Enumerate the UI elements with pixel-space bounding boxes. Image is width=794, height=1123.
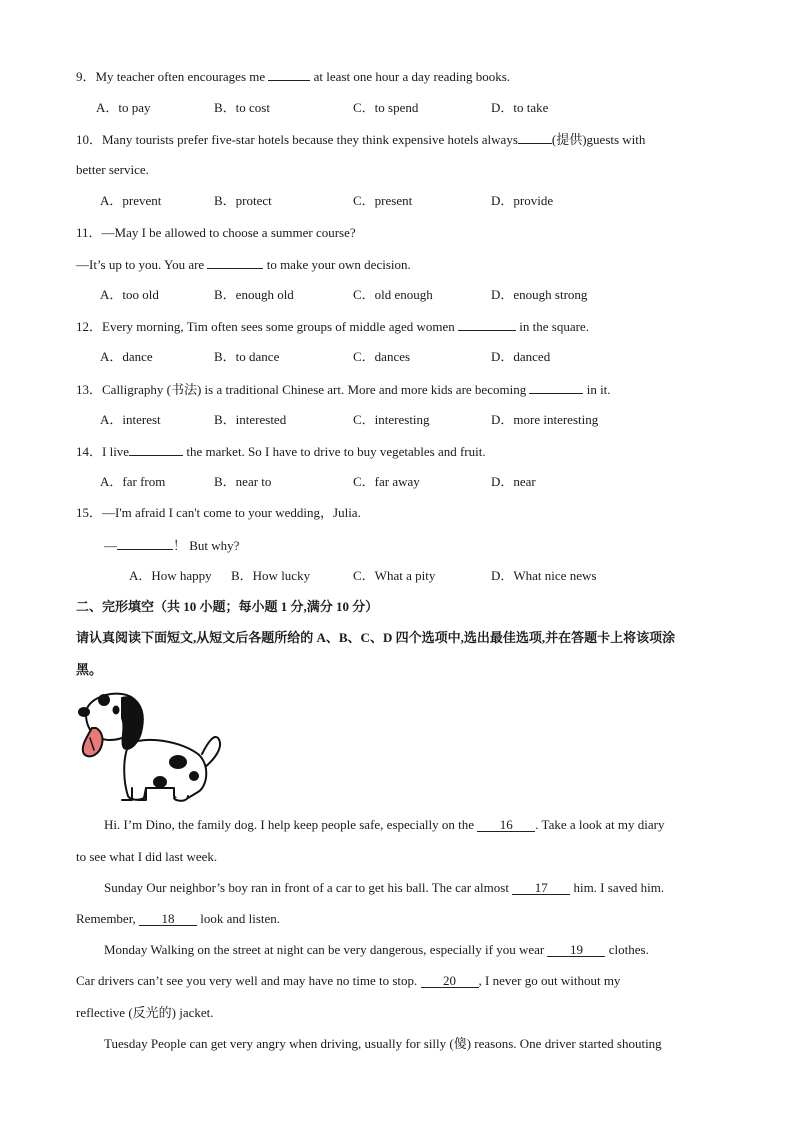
q9-option-a[interactable]: A．to pay <box>96 100 151 115</box>
passage-paragraph-4: Tuesday People can get very angry when driving, usually for silly (傻) reasons. One driver started shouting <box>104 1036 662 1051</box>
q14-option-c[interactable]: C．far away <box>353 474 420 489</box>
question-15-stem: 15．—I'm afraid I can't come to your wedding，Julia. <box>76 505 361 520</box>
section-instruction: 请认真阅读下面短文,从短文后各题所给的 A、B、C、D 四个选项中,选出最佳选项,并在答题卡上将该项涂 <box>76 630 676 645</box>
question-9-stem: 9．My teacher often encourages me at least one hour a day reading books. <box>76 69 511 84</box>
question-10-stem: 10．Many tourists prefer five-star hotels because they think expensive hotels always (提供)guests with <box>76 132 646 147</box>
blank-16[interactable]: 16 <box>477 818 535 832</box>
blank-19[interactable]: 19 <box>547 943 605 957</box>
q9-option-c[interactable]: C．to spend <box>353 100 419 115</box>
passage-paragraph-1: Hi. I’m Dino, the family dog. I help keep people safe, especially on the 16 . Take a look at my diary <box>104 817 665 832</box>
passage-paragraph-1-continued: to see what I did last week. <box>76 849 218 864</box>
passage-paragraph-2: Sunday Our neighbor’s boy ran in front of a car to get his ball. The car almost 17 him. I saved him. <box>104 880 665 895</box>
q11-option-c[interactable]: C．old enough <box>353 287 433 302</box>
q9-option-d[interactable]: D．to take <box>491 100 549 115</box>
q15-option-d[interactable]: D．What nice news <box>491 568 597 583</box>
section-heading: 二、完形填空（共 10 小题；每小题 1 分,满分 10 分） <box>76 599 379 614</box>
passage-paragraph-3-continued: Car drivers can’t see you very well and may have no time to stop. 20 , I never go out without my <box>76 973 621 988</box>
dog-illustration <box>76 688 226 802</box>
passage-paragraph-3-end: reflective (反光的) jacket. <box>76 1005 214 1020</box>
blank-20[interactable]: 20 <box>421 974 479 988</box>
q10-option-b[interactable]: B．protect <box>214 193 272 208</box>
q15-option-b[interactable]: B．How lucky <box>231 568 311 583</box>
question-15-response: — ！ But why? <box>104 538 240 553</box>
q13-option-b[interactable]: B．interested <box>214 412 287 427</box>
q13-option-c[interactable]: C．interesting <box>353 412 430 427</box>
section-instruction-continued: 黑。 <box>76 662 103 677</box>
q10-option-d[interactable]: D．provide <box>491 193 554 208</box>
question-13-stem: 13．Calligraphy (书法) is a traditional Chinese art. More and more kids are becoming in it. <box>76 382 611 397</box>
q11-option-a[interactable]: A．too old <box>100 287 159 302</box>
q14-option-b[interactable]: B．near to <box>214 474 272 489</box>
q13-option-d[interactable]: D．more interesting <box>491 412 599 427</box>
q10-option-c[interactable]: C．present <box>353 193 413 208</box>
q11-option-d[interactable]: D．enough strong <box>491 287 588 302</box>
q12-option-b[interactable]: B．to dance <box>214 349 280 364</box>
q14-option-a[interactable]: A．far from <box>100 474 166 489</box>
question-12-stem: 12．Every morning, Tim often sees some groups of middle aged women in the square. <box>76 319 589 334</box>
question-11-stem: 11．—May I be allowed to choose a summer course? <box>76 225 356 240</box>
q13-option-a[interactable]: A．interest <box>100 412 161 427</box>
passage-paragraph-3: Monday Walking on the street at night can be very dangerous, especially if you wear 19 clothes. <box>104 942 649 957</box>
passage-paragraph-2-continued: Remember, 18 look and listen. <box>76 911 281 926</box>
q12-option-a[interactable]: A．dance <box>100 349 153 364</box>
q12-option-c[interactable]: C．dances <box>353 349 411 364</box>
blank-17[interactable]: 17 <box>512 881 570 895</box>
q11-option-b[interactable]: B．enough old <box>214 287 294 302</box>
q12-option-d[interactable]: D．danced <box>491 349 551 364</box>
q15-option-c[interactable]: C．What a pity <box>353 568 436 583</box>
question-14-stem: 14．I live the market. So I have to drive to buy vegetables and fruit. <box>76 444 486 459</box>
q14-option-d[interactable]: D．near <box>491 474 536 489</box>
question-11-response: —It’s up to you. You are to make your own decision. <box>76 257 411 272</box>
q15-option-a[interactable]: A．How happy <box>129 568 212 583</box>
blank-18[interactable]: 18 <box>139 912 197 926</box>
q10-option-a[interactable]: A．prevent <box>100 193 162 208</box>
q9-option-b[interactable]: B．to cost <box>214 100 270 115</box>
question-10-stem-continued: better service. <box>76 162 149 177</box>
